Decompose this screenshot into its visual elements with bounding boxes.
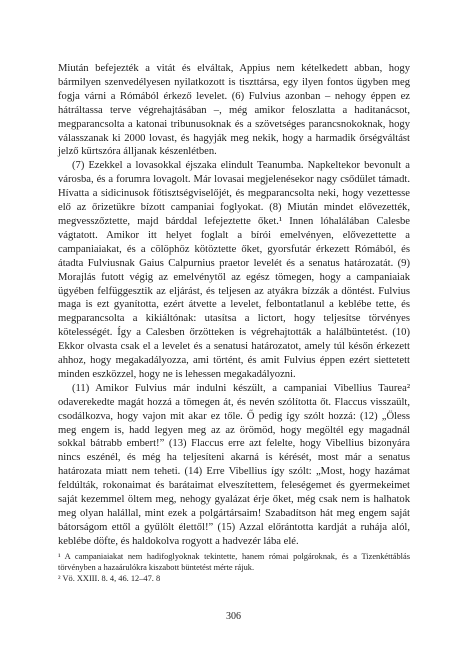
paragraph: Miután befejezték a vitát és elváltak, Appius nem kételkedett abban, hogy bármilyen szenvedélyesen nyilatkozott is tiszttársa, egy ilyen fontos ügyben meg fogja várni a Rómából érkező levelet. (6) Fulvius azonban – nehogy éppen ez hátráltassa terve végrehajtásában –, még amikor feloszlatta a haditanácsot, megparancsolta a katonai tribunusoknak és a szövetséges parancsnokoknak, hogy válasszanak ki 2000 lovast, és hagyják meg nekik, hogy a harmadik őrségváltást jelző kürtszóra álljanak készenlétben. xyxy=(58,63,410,158)
footnote: ² Vö. XXIII. 8. 4, 46. 12–47. 8 xyxy=(58,574,161,583)
main-text xyxy=(58,62,410,549)
paragraph: (11) Amikor Fulvius már indulni készült, a campaniai Vibellius Taurea² odaverekedte magát hozzá a tömegen át, és nevén szólította őt. Flaccus visszaült, csodálkozva, hogy vajon mit akar ez tőle. Ő pedig így szólt hozzá: (12) „Öless meg engem is, hadd legyen meg az az örömöd, hogy megöltél egy magadnál sokkal bátrabb embert!” (13) Flaccus erre azt felelte, hogy Vibellius bizonyára nincs eszénél, és még ha teljesíteni akarná is kérését, most már a senatus határozata miatt nem teheti. (14) Erre Vibellius így szólt: „Most, hogy hazámat feldúlták, rokonaimat és barátaimat elveszítettem, feleségemet és gyermekeimet saját kezemmel öltem meg, nehogy gyalázat érje őket, még csak nem is halhatok meg olyan halállal, mint ezek a polgártársaim! Szabadítson hát meg engem saját bátorságom ettől a gyűlölt élettől!” (15) Azzal előrántotta kardját a ruhája alól, keblébe döfte, és haldokolva rogyott a hadvezér lába elé. xyxy=(58,382,410,547)
footnote: ¹ A campaniaiakat nem hadifoglyoknak tekintette, hanem római polgároknak, és a Tizenkéttáblás törvényben a hazaárulókra kiszabott büntetést mérte rájuk. xyxy=(58,552,410,572)
paragraph: (7) Ezekkel a lovasokkal éjszaka elindult Teanumba. Napkeltekor bevonult a városba, és a forumra lovagolt. Már lovasai megjelenésekor nagy csődület támadt. Hívatta a sidicinusok főtisztségviselőjét, és megparancsolta neki, hogy vezettesse elő az őrizetükre bízott campaniai foglyokat. (8) Miután mindet elővezették, megvesszőztette, majd bárddal lefejeztette őket.¹ Innen lóhalálában Calesbe vágtatott. Amikor itt helyet foglalt a bírói emelvényen, elővezettette a campaniaiakat, és a cölöphöz kötöztette őket, gyorsfutár érkezett Rómából, és átadta Fulviusnak Gaius Calpurnius praetor levelét és a senatus határozatát. (9) Morajlás futott végig az emelvénytől az egész tömegen, hogy a campaniaiak ügyében felfüggesztik az eljárást, és teljesen az atyákra bízzák a döntést. Fulvius maga is ezt gyanította, ezért átvette a levelet, felbontatlanul a keblébe tette, és megparancsolta a kikiáltónak: utasítsa a lictort, hogy teljesítse törvényes kötelességét. Így a Calesben őrzötteken is végrehajtották a halálbüntetést. (10) Ekkor olvasta csak el a levelet és a senatusi határozatot, amely túl későn érkezett ahhoz, hogy megakadályozza, ami történt, és amit Fulvius éppen ezért siettetett minden eszközzel, hogy ne is lehessen megakadályozni. xyxy=(58,160,410,380)
page-number: 306 xyxy=(226,611,241,622)
footnotes xyxy=(58,551,410,584)
